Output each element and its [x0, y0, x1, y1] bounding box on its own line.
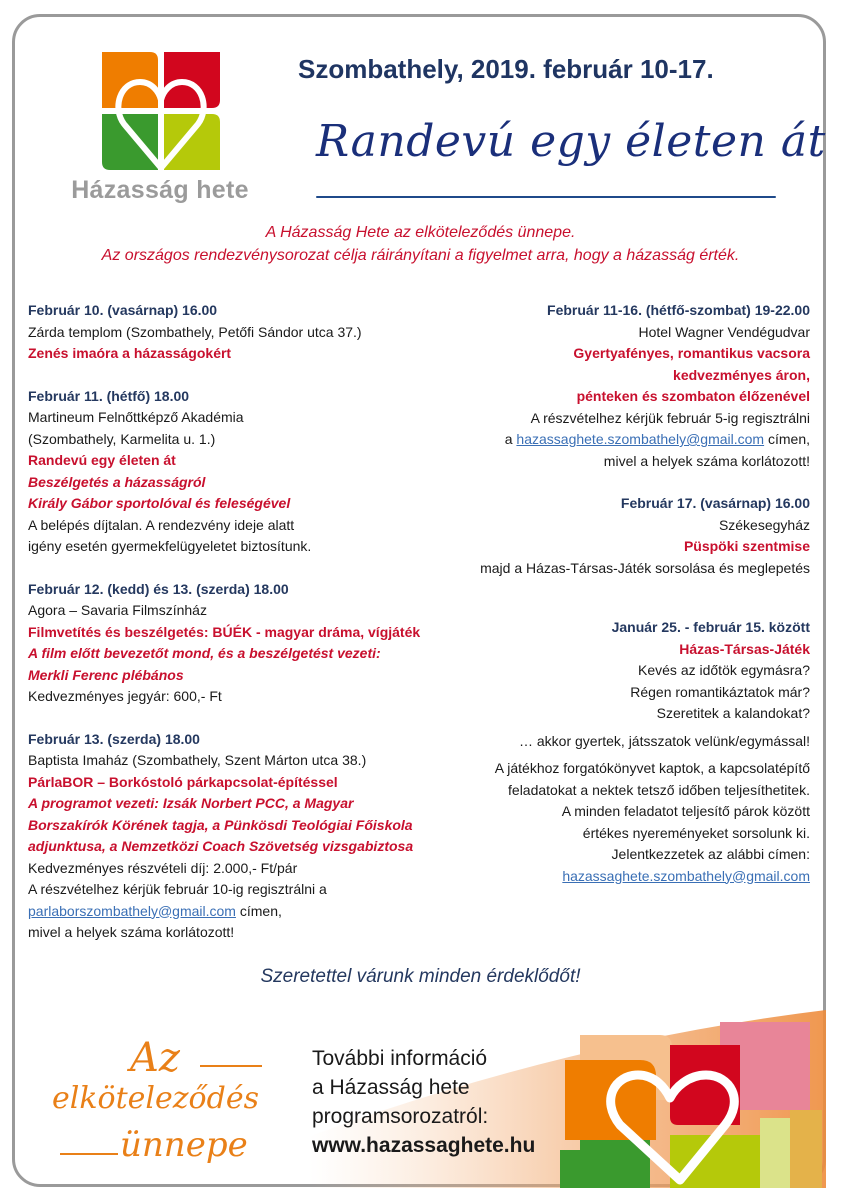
heart-tiles-logo-icon: [102, 52, 220, 170]
event-date: Február 10. (vasárnap) 16.00: [28, 302, 218, 318]
event-feb17: [440, 493, 810, 579]
event-venue: Martineum Felnőttképző Akadémia: [28, 409, 244, 425]
event-title: Zenés imaóra a házasságokért: [28, 345, 232, 361]
event-email-line: [28, 901, 438, 923]
event-title: pénteken és szombaton élőzenével: [576, 388, 810, 404]
event-venue: Székesegyház: [718, 516, 810, 533]
motto-line-1: Az: [130, 1035, 180, 1081]
game-email-line: [440, 866, 810, 888]
logo-tile-red: [164, 52, 220, 108]
event-venue: Zárda templom (Szombathely, Petőfi Sándor utca 37.): [28, 323, 362, 340]
logo-tile-green: [102, 114, 158, 170]
motto-line-2: elköteleződés: [52, 1081, 259, 1116]
game-text: Jelentkezzetek az alábbi címen:: [611, 846, 810, 862]
event-note: majd a Házas-Társas-Játék sorsolása és meglepetés: [480, 559, 810, 576]
event-feb10: [28, 300, 438, 365]
right-column: [440, 300, 810, 887]
intro-line-1: A Házasság Hete az elköteleződés ünnepe.: [265, 224, 576, 241]
motto-line-3: ünnepe: [120, 1125, 248, 1165]
email-suffix: címen,: [235, 902, 282, 919]
event-venue: Baptista Imaház (Szombathely, Szent Márton utca 38.): [28, 752, 367, 768]
event-date: Február 11-16. (hétfő-szombat) 19-22.00: [547, 302, 810, 318]
email-link-game[interactable]: hazassaghete.szombathely@gmail.com: [562, 867, 810, 884]
bottom-heart-tiles-icon: [560, 1000, 830, 1190]
event-title: Házas-Társas-Játék: [679, 640, 810, 657]
game-text: feladatokat a nektek tetsző időben teljesíthetitek.: [508, 781, 810, 798]
event-date: Február 11. (hétfő) 18.00: [28, 387, 190, 404]
event-limit-note: mivel a helyek száma korlátozott!: [603, 452, 810, 469]
event-date: Január 25. - február 15. között: [611, 619, 810, 635]
event-feb12: [28, 579, 438, 708]
info-line: programsorozatról:: [312, 1105, 489, 1128]
game-question: Kevés az időtök egymásra?: [638, 662, 810, 678]
event-note: A belépés díjtalan. A rendezvény ideje alatt: [28, 516, 295, 533]
event-dinner: [440, 300, 810, 472]
motto-dash: [60, 1153, 118, 1155]
event-date: Február 17. (vasárnap) 16.00: [620, 495, 810, 511]
event-game: [440, 617, 810, 887]
game-text: A minden feladatot teljesítő párok között: [561, 803, 810, 819]
event-guests: Király Gábor sportolóval és feleségével: [28, 495, 291, 511]
event-feb11: [28, 386, 438, 558]
event-title: Püspöki szentmise: [683, 538, 810, 554]
event-host: adjunktusa, a Nemzetközi Coach Szövetség vizsgabiztosa: [28, 838, 414, 854]
intro-line-2: Az országos rendezvénysorozat célja ráirányítani a figyelmet arra, hogy a házasság érték.: [101, 247, 740, 264]
logo-title: Házasság hete: [71, 176, 249, 204]
event-registration: A részvételhez kérjük február 5-ig regisztrálni: [530, 409, 810, 426]
left-column: [28, 300, 438, 965]
event-title: Randevú egy életen át: [28, 452, 176, 468]
event-host: A programot vezeti: Izsák Norbert PCC, a Magyar: [28, 795, 354, 811]
event-subtitle: Beszélgetés a házasságról: [28, 473, 206, 490]
email-link-hazassaghete[interactable]: hazassaghete.szombathely@gmail.com: [516, 431, 765, 447]
event-title: Filmvetítés és beszélgetés: BÚÉK - magyar dráma, vígjáték: [28, 623, 421, 640]
event-feb13: [28, 729, 438, 944]
game-question: Régen romantikáztatok már?: [630, 683, 810, 700]
logo-tile-orange: [102, 52, 158, 108]
closing-message: Szeretettel várunk minden érdeklődőt!: [260, 966, 581, 987]
slogan-underline: [316, 196, 776, 198]
event-host: Borszakírók Körének tagja, a Pünkösdi Teológiai Főiskola: [28, 816, 413, 833]
event-note: igény esetén gyermekfelügyeletet biztosítunk.: [28, 538, 312, 554]
event-price: Kedvezményes részvételi díj: 2.000,- Ft/pár: [28, 859, 298, 876]
logo-tile-lime: [164, 114, 220, 170]
event-title: kedvezményes áron,: [673, 366, 810, 383]
game-text: értékes nyereményeket sorsolunk ki.: [582, 824, 810, 841]
motto-logo: [50, 1035, 290, 1175]
event-host: A film előtt bevezetőt mond, és a beszélgetést vezeti:: [28, 645, 381, 661]
event-registration: A részvételhez kérjük február 10-ig regisztrálni a: [28, 881, 327, 897]
event-date: Február 12. (kedd) és 13. (szerda) 18.00: [28, 580, 289, 597]
game-cta: … akkor gyertek, játsszatok velünk/egymással!: [518, 732, 810, 749]
event-address: (Szombathely, Karmelita u. 1.): [28, 430, 216, 447]
slogan: Randevú egy életen át: [316, 116, 826, 167]
event-email-line: [440, 429, 810, 451]
event-date: Február 13. (szerda) 18.00: [28, 730, 200, 747]
email-prefix: a: [504, 431, 517, 447]
info-line: További információ: [312, 1047, 488, 1070]
game-text: A játékhoz forgatókönyvet kaptok, a kapcsolatépítő: [494, 760, 810, 776]
motto-dash: [200, 1065, 262, 1067]
event-date-range: Szombathely, 2019. február 10-17.: [298, 54, 714, 84]
more-info: [312, 1044, 535, 1160]
event-title: PárlaBOR – Borkóstoló párkapcsolat-építéssel: [28, 773, 338, 790]
email-link-parlabor[interactable]: parlaborszombathely@gmail.com: [28, 902, 236, 919]
event-price: Kedvezményes jegyár: 600,- Ft: [28, 688, 222, 704]
event-venue: Agora – Savaria Filmszínház: [28, 602, 207, 618]
event-host-name: Merkli Ferenc plébános: [28, 666, 184, 683]
hazassag-hete-logo: [50, 52, 270, 212]
email-suffix: címen,: [764, 431, 810, 447]
event-limit-note: mivel a helyek száma korlátozott!: [28, 924, 235, 940]
info-line: a Házasság hete: [312, 1076, 470, 1099]
website-url[interactable]: www.hazassaghete.hu: [312, 1134, 536, 1157]
game-question: Szeretitek a kalandokat?: [656, 705, 810, 721]
event-title: Gyertyafényes, romantikus vacsora: [573, 345, 810, 361]
event-venue: Hotel Wagner Vendégudvar: [638, 323, 810, 340]
